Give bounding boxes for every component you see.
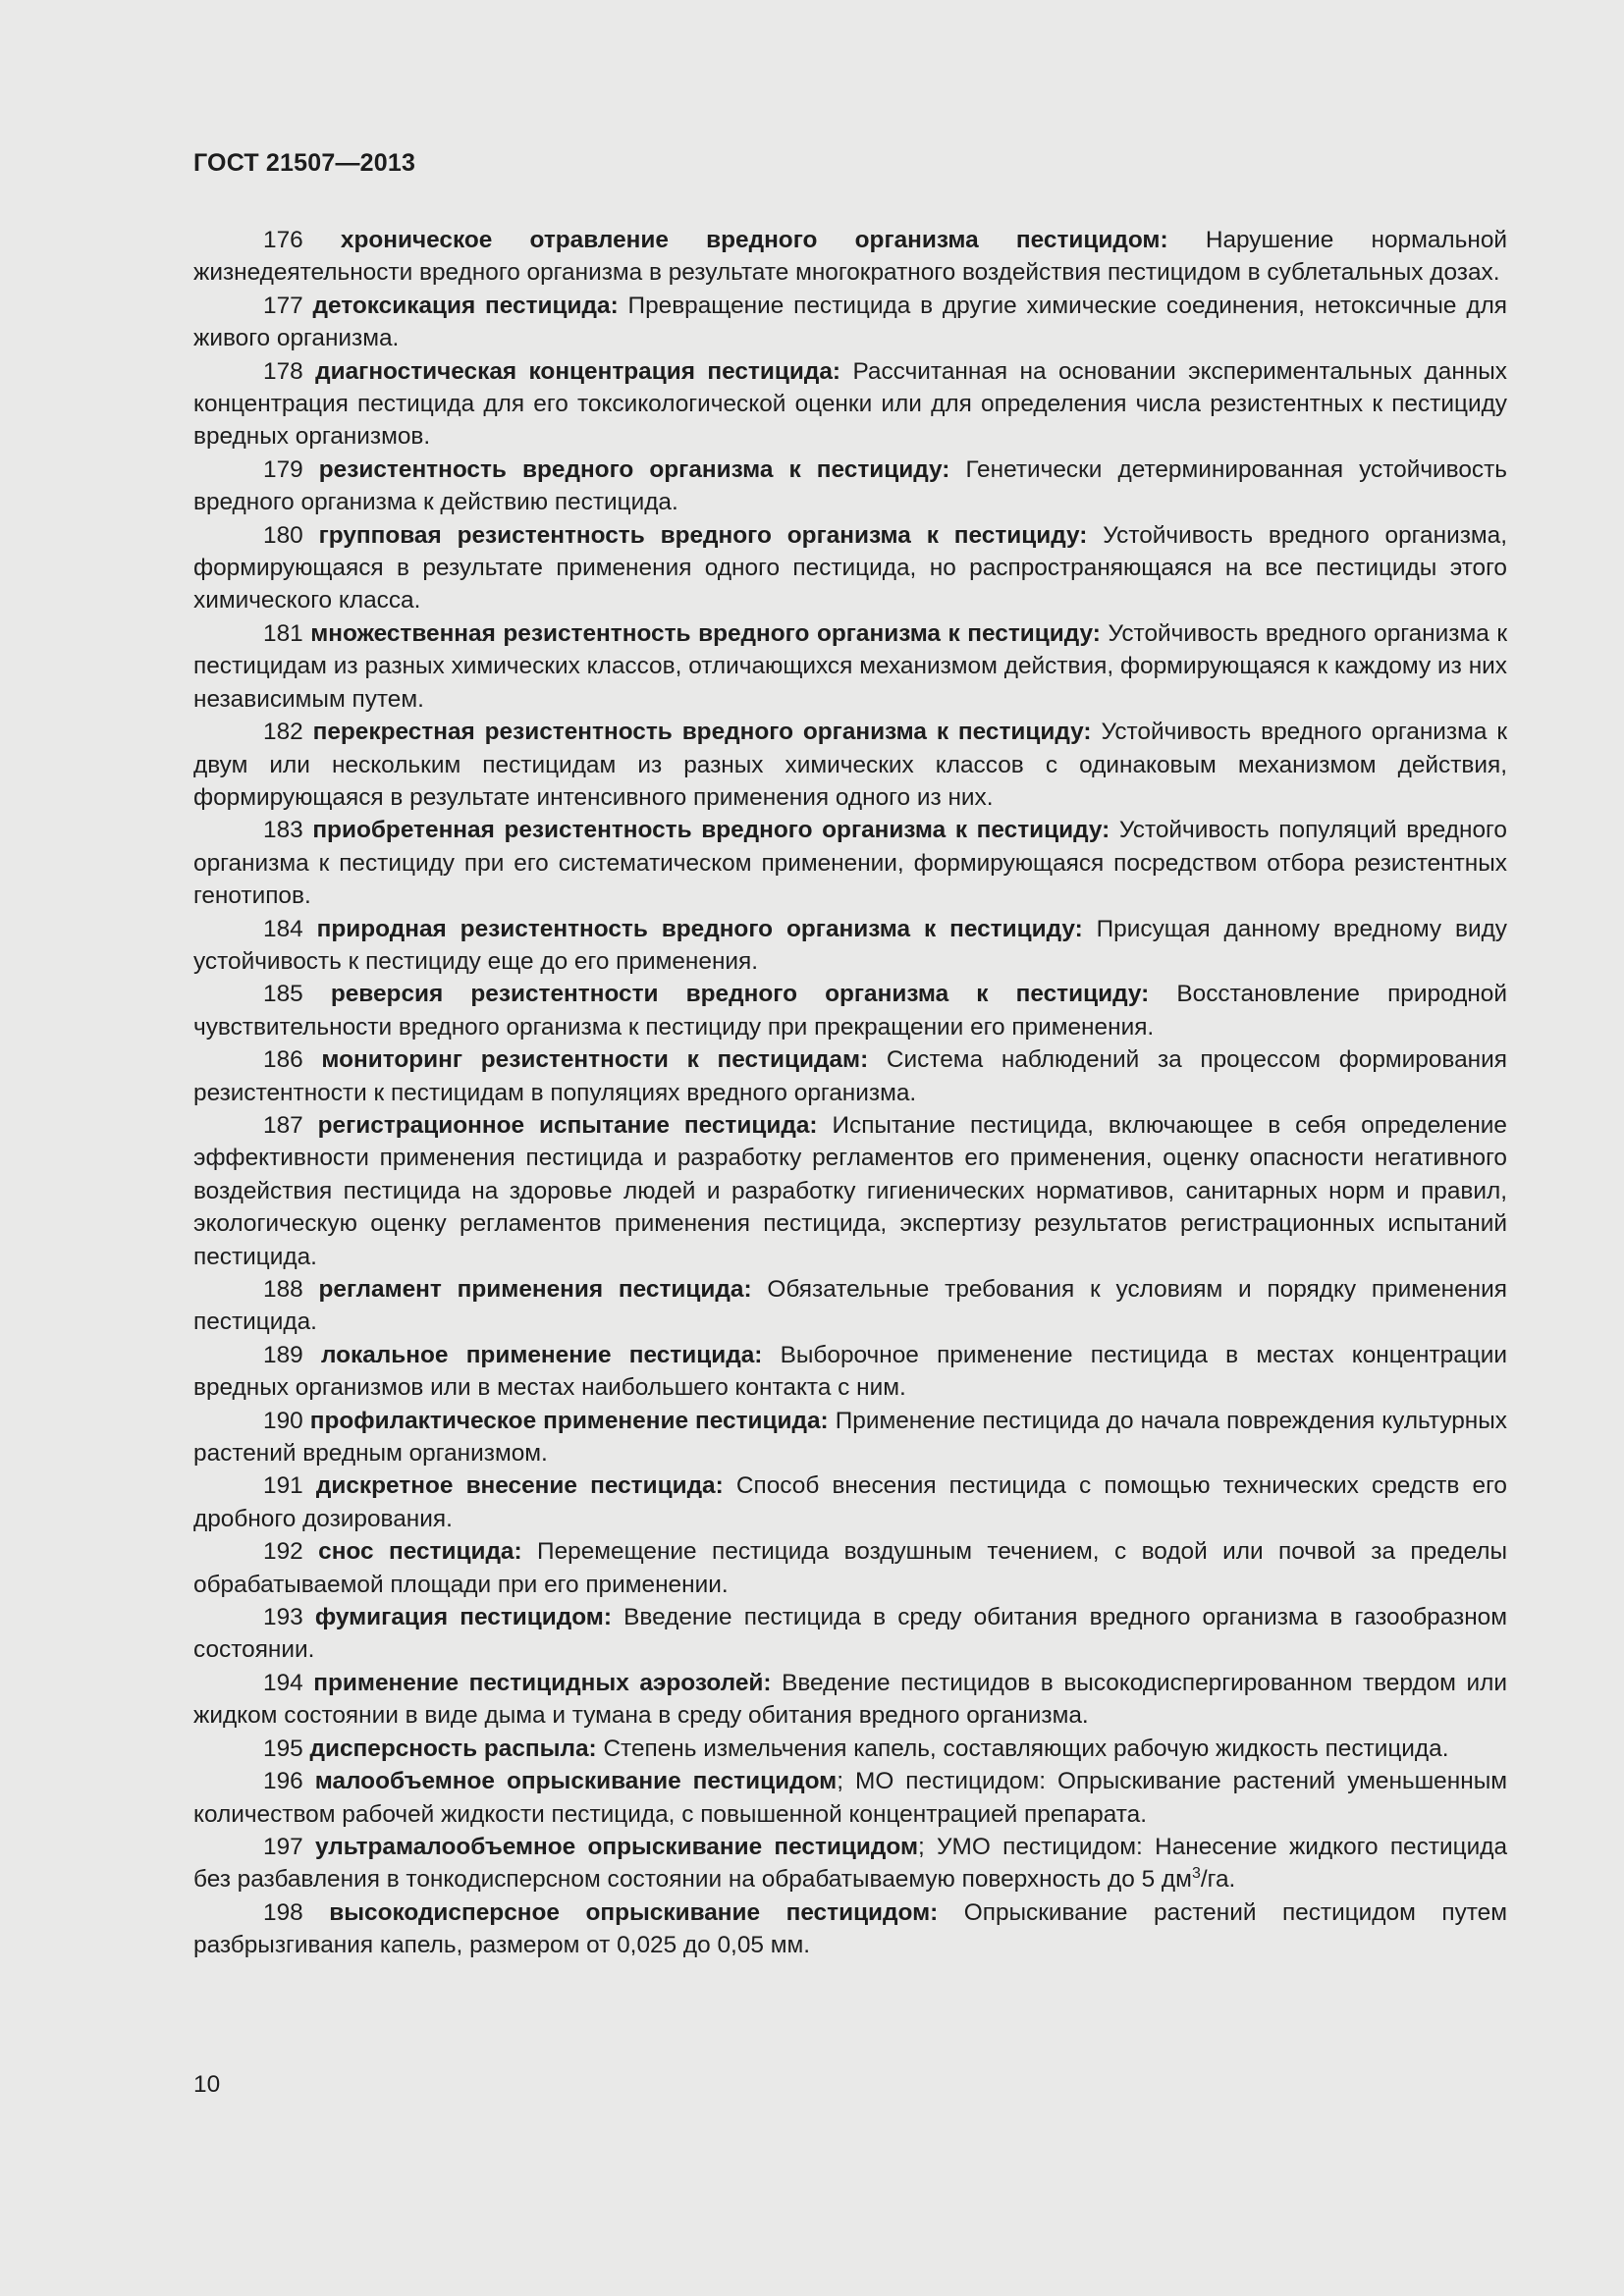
entry-number: 194 bbox=[263, 1669, 303, 1696]
term-title: дисперсность распыла: bbox=[309, 1735, 597, 1762]
term-entry-186 bbox=[193, 1043, 1507, 1109]
term-title: реверсия резистентности вредного организма к пестициду: bbox=[330, 981, 1150, 1008]
entry-number: 197 bbox=[263, 1833, 303, 1860]
term-title: фумигация пестицидом: bbox=[314, 1604, 612, 1631]
term-entry-187 bbox=[193, 1109, 1507, 1273]
term-entry-192 bbox=[193, 1535, 1507, 1601]
term-title: применение пестицидных аэрозолей: bbox=[313, 1669, 772, 1696]
term-title: хроническое отравление вредного организма пестицидом: bbox=[340, 227, 1168, 253]
entry-number: 193 bbox=[263, 1604, 303, 1631]
entry-number: 183 bbox=[263, 817, 303, 844]
term-entry-180 bbox=[193, 519, 1507, 617]
term-title: ультрамалообъемное опрыскивание пестицидом bbox=[314, 1833, 919, 1860]
term-definition: Применение пестицида до начала повреждения культурных растений вредным организмом. bbox=[193, 1407, 1507, 1468]
term-entry-183 bbox=[193, 814, 1507, 912]
entry-number: 187 bbox=[263, 1111, 303, 1139]
entry-number: 184 bbox=[263, 915, 303, 942]
term-definition: Перемещение пестицида воздушным течением, с водой или почвой за пределы обрабатываемой площади при его применении. bbox=[193, 1538, 1507, 1598]
entry-number: 182 bbox=[263, 719, 303, 746]
term-title: снос пестицида: bbox=[318, 1538, 522, 1566]
term-definition: Нарушение нормальной жизнедеятельности вредного организма в результате многократного воздействия пестицидом в сублетальных дозах. bbox=[193, 227, 1508, 287]
term-entry-178 bbox=[193, 355, 1507, 454]
entry-number: 185 bbox=[263, 981, 303, 1008]
term-title: локальное применение пестицида: bbox=[320, 1341, 763, 1368]
term-definition: Рассчитанная на основании экспериментальных данных концентрация пестицида для его токсикологической оценки или для определения числа резистентных к пестициду вредных организмов. bbox=[193, 357, 1507, 451]
term-title: перекрестная резистентность вредного организма к пестициду: bbox=[312, 719, 1092, 746]
term-title: групповая резистентность вредного организма к пестициду: bbox=[318, 521, 1088, 549]
term-entry-184 bbox=[193, 913, 1507, 979]
term-definition: Превращение пестицида в другие химические соединения, нетоксичные для живого организма. bbox=[193, 292, 1508, 352]
term-entry-193 bbox=[193, 1601, 1507, 1667]
term-definition: Восстановление природной чувствительности вредного организма к пестициду при прекращении его применения. bbox=[193, 981, 1507, 1041]
term-title: диагностическая концентрация пестицида: bbox=[315, 357, 841, 385]
term-entry-177 bbox=[193, 290, 1507, 355]
term-entry-176 bbox=[193, 224, 1507, 290]
term-title: малообъемное опрыскивание пестицидом bbox=[314, 1768, 838, 1795]
term-definition: Присущая данному вредному виду устойчивость к пестициду еще до его применения. bbox=[193, 915, 1507, 975]
term-entry-181 bbox=[193, 617, 1507, 716]
entry-number: 188 bbox=[263, 1276, 303, 1303]
term-title: детоксикация пестицида: bbox=[312, 292, 619, 319]
term-entry-198 bbox=[193, 1896, 1507, 1962]
term-entry-190 bbox=[193, 1405, 1507, 1470]
term-entry-185 bbox=[193, 978, 1507, 1043]
term-definition: Степень измельчения капель, составляющих рабочую жидкость пестицида. bbox=[603, 1735, 1449, 1762]
entry-number: 189 bbox=[263, 1341, 303, 1368]
term-title: дискретное внесение пестицида: bbox=[315, 1472, 724, 1500]
entry-number: 196 bbox=[263, 1768, 303, 1795]
term-entry-189 bbox=[193, 1339, 1507, 1405]
document-body bbox=[193, 224, 1507, 1962]
term-definition-tail: /га. bbox=[1200, 1866, 1236, 1894]
term-entry-196 bbox=[193, 1765, 1507, 1831]
term-entry-188 bbox=[193, 1273, 1507, 1339]
term-definition: Испытание пестицида, включающее в себя определение эффективности применения пестицида и разработку регламентов его применения, оценку опасности негативного воздействия пестицида на здоровье людей и разработку гигиенических нормативов, санитарных норм и правил, экологическую оценку регламентов применения пестицида, экспертизу результатов регистрационных испытаний пестицида. bbox=[193, 1111, 1507, 1270]
page-number: 10 bbox=[193, 2071, 221, 2098]
entry-number: 178 bbox=[263, 357, 303, 385]
entry-number: 180 bbox=[263, 521, 303, 549]
term-title: множественная резистентность вредного организма к пестициду: bbox=[310, 619, 1101, 647]
term-definition: Устойчивость вредного организма к пестицидам из разных химических классов, отличающихся механизмом действия, формирующаяся к каждому из них независимым путем. bbox=[193, 619, 1508, 713]
entry-number: 181 bbox=[263, 619, 303, 647]
term-definition: Способ внесения пестицида с помощью технических средств его дробного дозирования. bbox=[193, 1472, 1507, 1532]
term-definition: Введение пестицида в среду обитания вредного организма в газообразном состоянии. bbox=[193, 1604, 1508, 1664]
term-title: приобретенная резистентность вредного организма к пестициду: bbox=[312, 817, 1110, 844]
unit-superscript: 3 bbox=[1191, 1865, 1201, 1883]
term-entry-179 bbox=[193, 454, 1507, 519]
entry-number: 177 bbox=[263, 292, 303, 319]
term-definition: Введение пестицидов в высокодиспергированном твердом или жидком состоянии в виде дыма и тумана в среду обитания вредного организма. bbox=[193, 1669, 1508, 1730]
term-definition: Устойчивость популяций вредного организма к пестициду при его систематическом применении, формирующаяся посредством отбора резистентных генотипов. bbox=[193, 817, 1507, 910]
term-entry-197 bbox=[193, 1831, 1507, 1896]
term-title: резистентность вредного организма к пестициду: bbox=[318, 455, 950, 483]
term-title: природная резистентность вредного организма к пестициду: bbox=[316, 915, 1083, 942]
term-title: высокодисперсное опрыскивание пестицидом: bbox=[329, 1898, 939, 1926]
term-definition: ; УМО пестицидом: Нанесение жидкого пестицида без разбавления в тонкодисперсном состоянии на обрабатываемую поверхность до 5 дм bbox=[193, 1833, 1508, 1894]
term-entry-194 bbox=[193, 1667, 1507, 1733]
term-definition: Генетически детерминированная устойчивость вредного организма к действию пестицида. bbox=[193, 455, 1507, 516]
term-definition: Устойчивость вредного организма к двум или нескольким пестицидам из разных химических классов с одинаковым механизмом действия, формирующаяся в результате интенсивного применения одного из них. bbox=[193, 719, 1508, 811]
entry-number: 195 bbox=[263, 1735, 303, 1762]
term-title: профилактическое применение пестицида: bbox=[309, 1407, 829, 1434]
term-definition: Система наблюдений за процессом формирования резистентности к пестицидам в популяциях вредного организма. bbox=[193, 1046, 1507, 1106]
term-entry-182 bbox=[193, 716, 1507, 814]
document-header: ГОСТ 21507—2013 bbox=[193, 149, 416, 177]
term-entry-195 bbox=[193, 1733, 1507, 1765]
term-definition: ; МО пестицидом: Опрыскивание растений уменьшенным количеством рабочей жидкости пестицида, с повышенной концентрацией препарата. bbox=[193, 1768, 1507, 1828]
entry-number: 186 bbox=[263, 1046, 303, 1074]
entry-number: 192 bbox=[263, 1538, 303, 1566]
entry-number: 190 bbox=[263, 1407, 303, 1434]
term-definition: Опрыскивание растений пестицидом путем разбрызгивания капель, размером от 0,025 до 0,05 мм. bbox=[193, 1898, 1507, 1959]
term-definition: Устойчивость вредного организма, формирующаяся в результате применения одного пестицида, но распространяющаяся на все пестициды этого химического класса. bbox=[193, 521, 1507, 614]
term-definition: Выборочное применение пестицида в местах концентрации вредных организмов или в местах наибольшего контакта с ним. bbox=[193, 1341, 1507, 1402]
entry-number: 176 bbox=[263, 227, 303, 253]
entry-number: 179 bbox=[263, 455, 303, 483]
term-title: мониторинг резистентности к пестицидам: bbox=[321, 1046, 869, 1074]
entry-number: 191 bbox=[263, 1472, 303, 1500]
term-definition: Обязательные требования к условиям и порядку применения пестицида. bbox=[193, 1276, 1507, 1336]
term-entry-191 bbox=[193, 1469, 1507, 1535]
entry-number: 198 bbox=[263, 1898, 303, 1926]
term-title: регламент применения пестицида: bbox=[318, 1276, 752, 1303]
term-title: регистрационное испытание пестицида: bbox=[317, 1111, 818, 1139]
